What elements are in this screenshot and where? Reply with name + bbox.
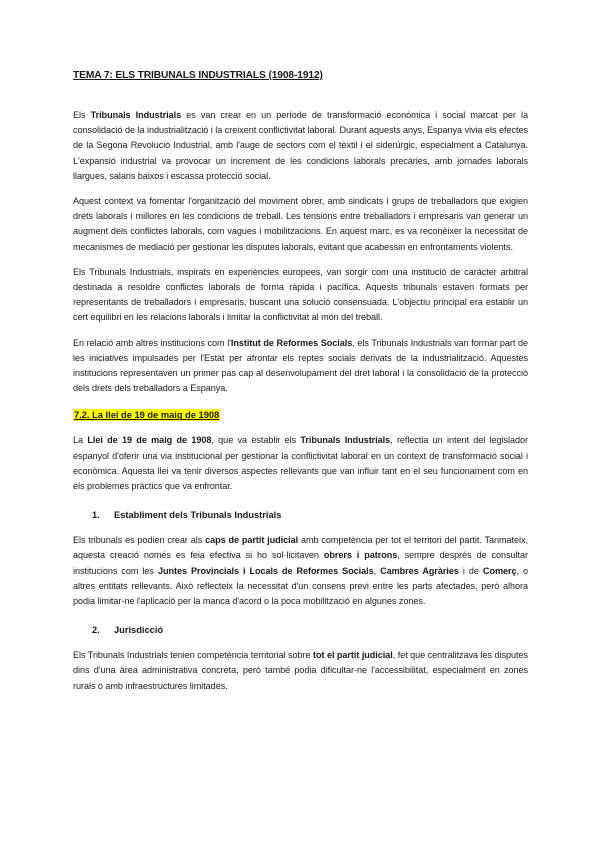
bold-term: Tribunals Industrials: [300, 435, 391, 446]
list-number: 2.: [92, 625, 100, 636]
bold-term: tot el partit judicial: [313, 650, 393, 661]
list-heading-1: [92, 509, 528, 522]
text-run: Els: [73, 110, 91, 120]
section-heading-wrapper: [73, 405, 528, 423]
document-title: TEMA 7: ELS TRIBUNALS INDUSTRIALS (1908-1912): [73, 70, 323, 81]
bold-term: Comerç: [482, 565, 517, 576]
bold-term: Tribunals Industrials: [90, 110, 182, 120]
text-run: Els Tribunals Industrials tenien competència territorial sobre: [73, 650, 313, 661]
paragraph-law: [73, 433, 528, 494]
paragraph-origin: Els Tribunals Industrials, inspirats en experiències europees, van sorgir com una institució de caràcter arbitral destinada a resoldre conflictes laborals de forma ràpida i pacífica. Aquests tribunals estaven formats per representants de treballadors i empresaris, buscant una solució consensuada. L'objectiu principal era establir un cert equilibri en les relacions laborals i limitar la conflictivitat al món del treball.: [73, 266, 528, 323]
text-run: , que va establir els: [211, 435, 301, 446]
bold-term: Llei de 19 de maig de 1908: [87, 435, 212, 446]
bold-term: Juntes Provincials i Locals de Reformes Socials: [157, 565, 374, 576]
text-run: es van crear en un període de transformació econòmica i social marcat per la consolidació de la industrialització i la creixent conflictivitat laboral. Durant aquests anys, Espanya vivia els efectes de la Segona Revolució Industrial, amb l'auge de sectors com el tèxtil i el siderúrgic, especialment a Catalunya. L'expansió industrial va provocar un increment de les condicions laborals precàries, amb jornades laborals llargues, salaris baixos i escassa protecció social.: [73, 110, 528, 181]
bold-term: obrers i patrons: [323, 550, 398, 561]
text-run: , els Tribunals Industrials van formar part de les iniciatives impulsades per l'Estat per afrontar els reptes socials derivats de la industrialització. Aquestes institucions representaven un primer pas cap al desenvolupament del dret laboral i la consolidació de la protecció dels drets dels treballadors a Espanya.: [73, 337, 528, 394]
text-run: ,: [373, 565, 381, 576]
text-run: i de: [458, 565, 483, 576]
list-number: 1.: [92, 510, 100, 521]
text-run: La: [73, 435, 88, 446]
text-run: , o altres entitats rellevants. Això reflecteix la necessitat d'un consens previ entre les parts afectades, però alhora podia limitar-ne l'aplicació per la manca d'acord o la poca mobilització en algunes zones.: [73, 565, 528, 607]
paragraph-intro: [73, 108, 528, 184]
paragraph-establishment: [73, 533, 528, 609]
text-run: amb competència per tot el territori del partit. Tanmateix, aquesta creació només es feia efectiva si ho sol·licitaven: [73, 535, 528, 561]
text-run: , sempre després de consultar institucions com les: [73, 550, 529, 576]
paragraph-context: Aquest context va fomentar l'organització del moviment obrer, amb sindicats i grups de treballadors que exigien drets laborals i millores en les condicions de treball. Les tensions entre treballadors i empresaris van generar un augment dels conflictes laborals, com vagues i mobilitzacions. En aquest marc, es va reconèixer la necessitat de mecanismes de mediació per gestionar les disputes laborals, evitant que acabessin en enfrontaments violents.: [73, 196, 528, 252]
document-body: [73, 70, 528, 694]
section-heading: 7.2. La llei de 19 de maig de 1908: [74, 410, 220, 421]
text-run: , reflectia un intent del legislador espanyol d'oferir una via institucional per gestionar la conflictivitat laboral en un context de transformació social i econòmica. Aquesta llei va tenir diversos aspectes rellevants que van influir tant en el seu funcionament com en els problemes pràctics que va enfrontar.: [73, 435, 529, 492]
list-heading-2: [92, 624, 528, 637]
paragraph-institutions: [73, 336, 528, 397]
bold-term: caps de partit judicial: [205, 535, 299, 546]
text-run: , fet que centralitzava les disputes dins d'una àrea administrativa concreta, però també podia dificultar-ne l'accessibilitat, especialment en zones rurals o amb infraestructures limitades.: [73, 650, 528, 691]
list-heading-label: Jurisdicció: [114, 625, 164, 636]
text-run: Els tribunals es podien crear als: [73, 535, 206, 546]
paragraph-jurisdiction: [73, 648, 528, 694]
list-heading-label: Establiment dels Tribunals Industrials: [114, 510, 282, 521]
text-run: En relació amb altres institucions com l': [73, 337, 231, 348]
bold-term: Institut de Reformes Socials: [230, 337, 353, 348]
bold-term: Cambres Agràries: [380, 565, 459, 576]
